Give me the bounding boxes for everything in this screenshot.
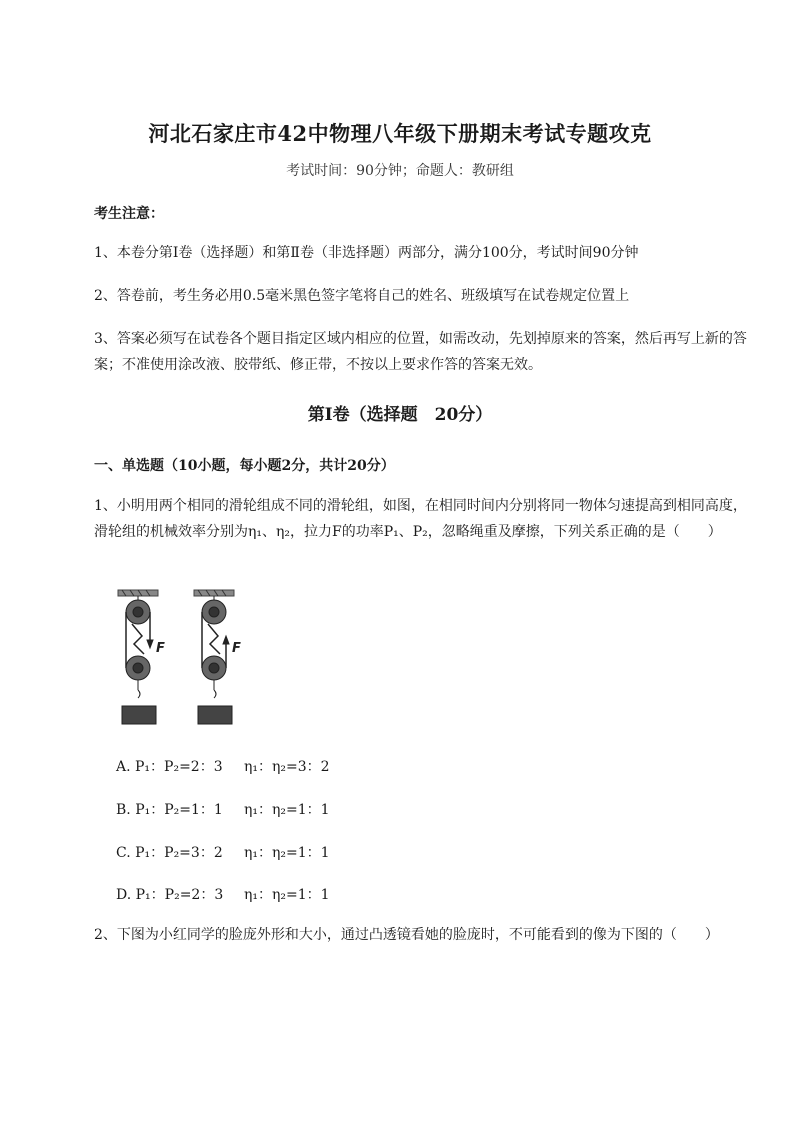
page-title: 河北石家庄市42中物理八年级下册期末考试专题攻克 <box>148 121 652 146</box>
exam-meta: 考试时间：90分钟；命题人：教研组 <box>286 163 514 179</box>
pulley-system-right <box>194 590 234 724</box>
option-a-efficiency: η₁：η₂=3：2 <box>244 759 330 775</box>
option-a[interactable] <box>116 756 330 776</box>
option-b-efficiency: η₁：η₂=1：1 <box>244 802 330 818</box>
option-d-power: D. P₁：P₂=2：3 <box>116 887 224 903</box>
notice-item-3: 3、答案必须写在试卷各个题目指定区域内相应的位置，如需改动，先划掉原来的答案，然后再写上新的答案；不准使用涂改液、胶带纸、修正带，不按以上要求作答的答案无效。 <box>94 331 747 373</box>
option-c-efficiency: η₁：η₂=1：1 <box>244 845 330 861</box>
pulley-diagram <box>108 588 258 728</box>
option-c-power: C. P₁：P₂=3：2 <box>116 845 223 861</box>
force-label-right: F <box>232 641 241 656</box>
question-1-text: 1、小明用两个相同的滑轮组成不同的滑轮组，如图，在相同时间内分别将同一物体匀速提高到相同高度，滑轮组的机械效率分别为η₁、η₂，拉力F的功率P₁、P₂，忽略绳重及摩擦，下列关系正确的是（ ） <box>94 498 747 540</box>
option-d-efficiency: η₁：η₂=1：1 <box>244 887 330 903</box>
option-a-power: A. P₁：P₂=2：3 <box>116 759 223 775</box>
notice-item-1: 1、本卷分第I卷（选择题）和第Ⅱ卷（非选择题）两部分，满分100分，考试时间90分钟 <box>94 245 639 261</box>
force-label-left: F <box>156 641 165 656</box>
section-title: 第I卷（选择题 20分） <box>307 405 493 425</box>
option-c[interactable] <box>116 842 330 862</box>
option-d[interactable] <box>116 884 330 904</box>
notice-heading: 考生注意： <box>94 206 164 222</box>
pulley-system-left <box>118 590 158 724</box>
question-2-text: 2、下图为小红同学的脸庞外形和大小，通过凸透镜看她的脸庞时，不可能看到的像为下图的（ ） <box>94 927 719 943</box>
option-b[interactable] <box>116 799 330 819</box>
option-b-power: B. P₁：P₂=1：1 <box>116 802 223 818</box>
notice-item-2: 2、答卷前，考生务必用0.5毫米黑色签字笔将自己的姓名、班级填写在试卷规定位置上 <box>94 288 630 304</box>
part-heading: 一、单选题（10小题，每小题2分，共计20分） <box>94 458 395 474</box>
